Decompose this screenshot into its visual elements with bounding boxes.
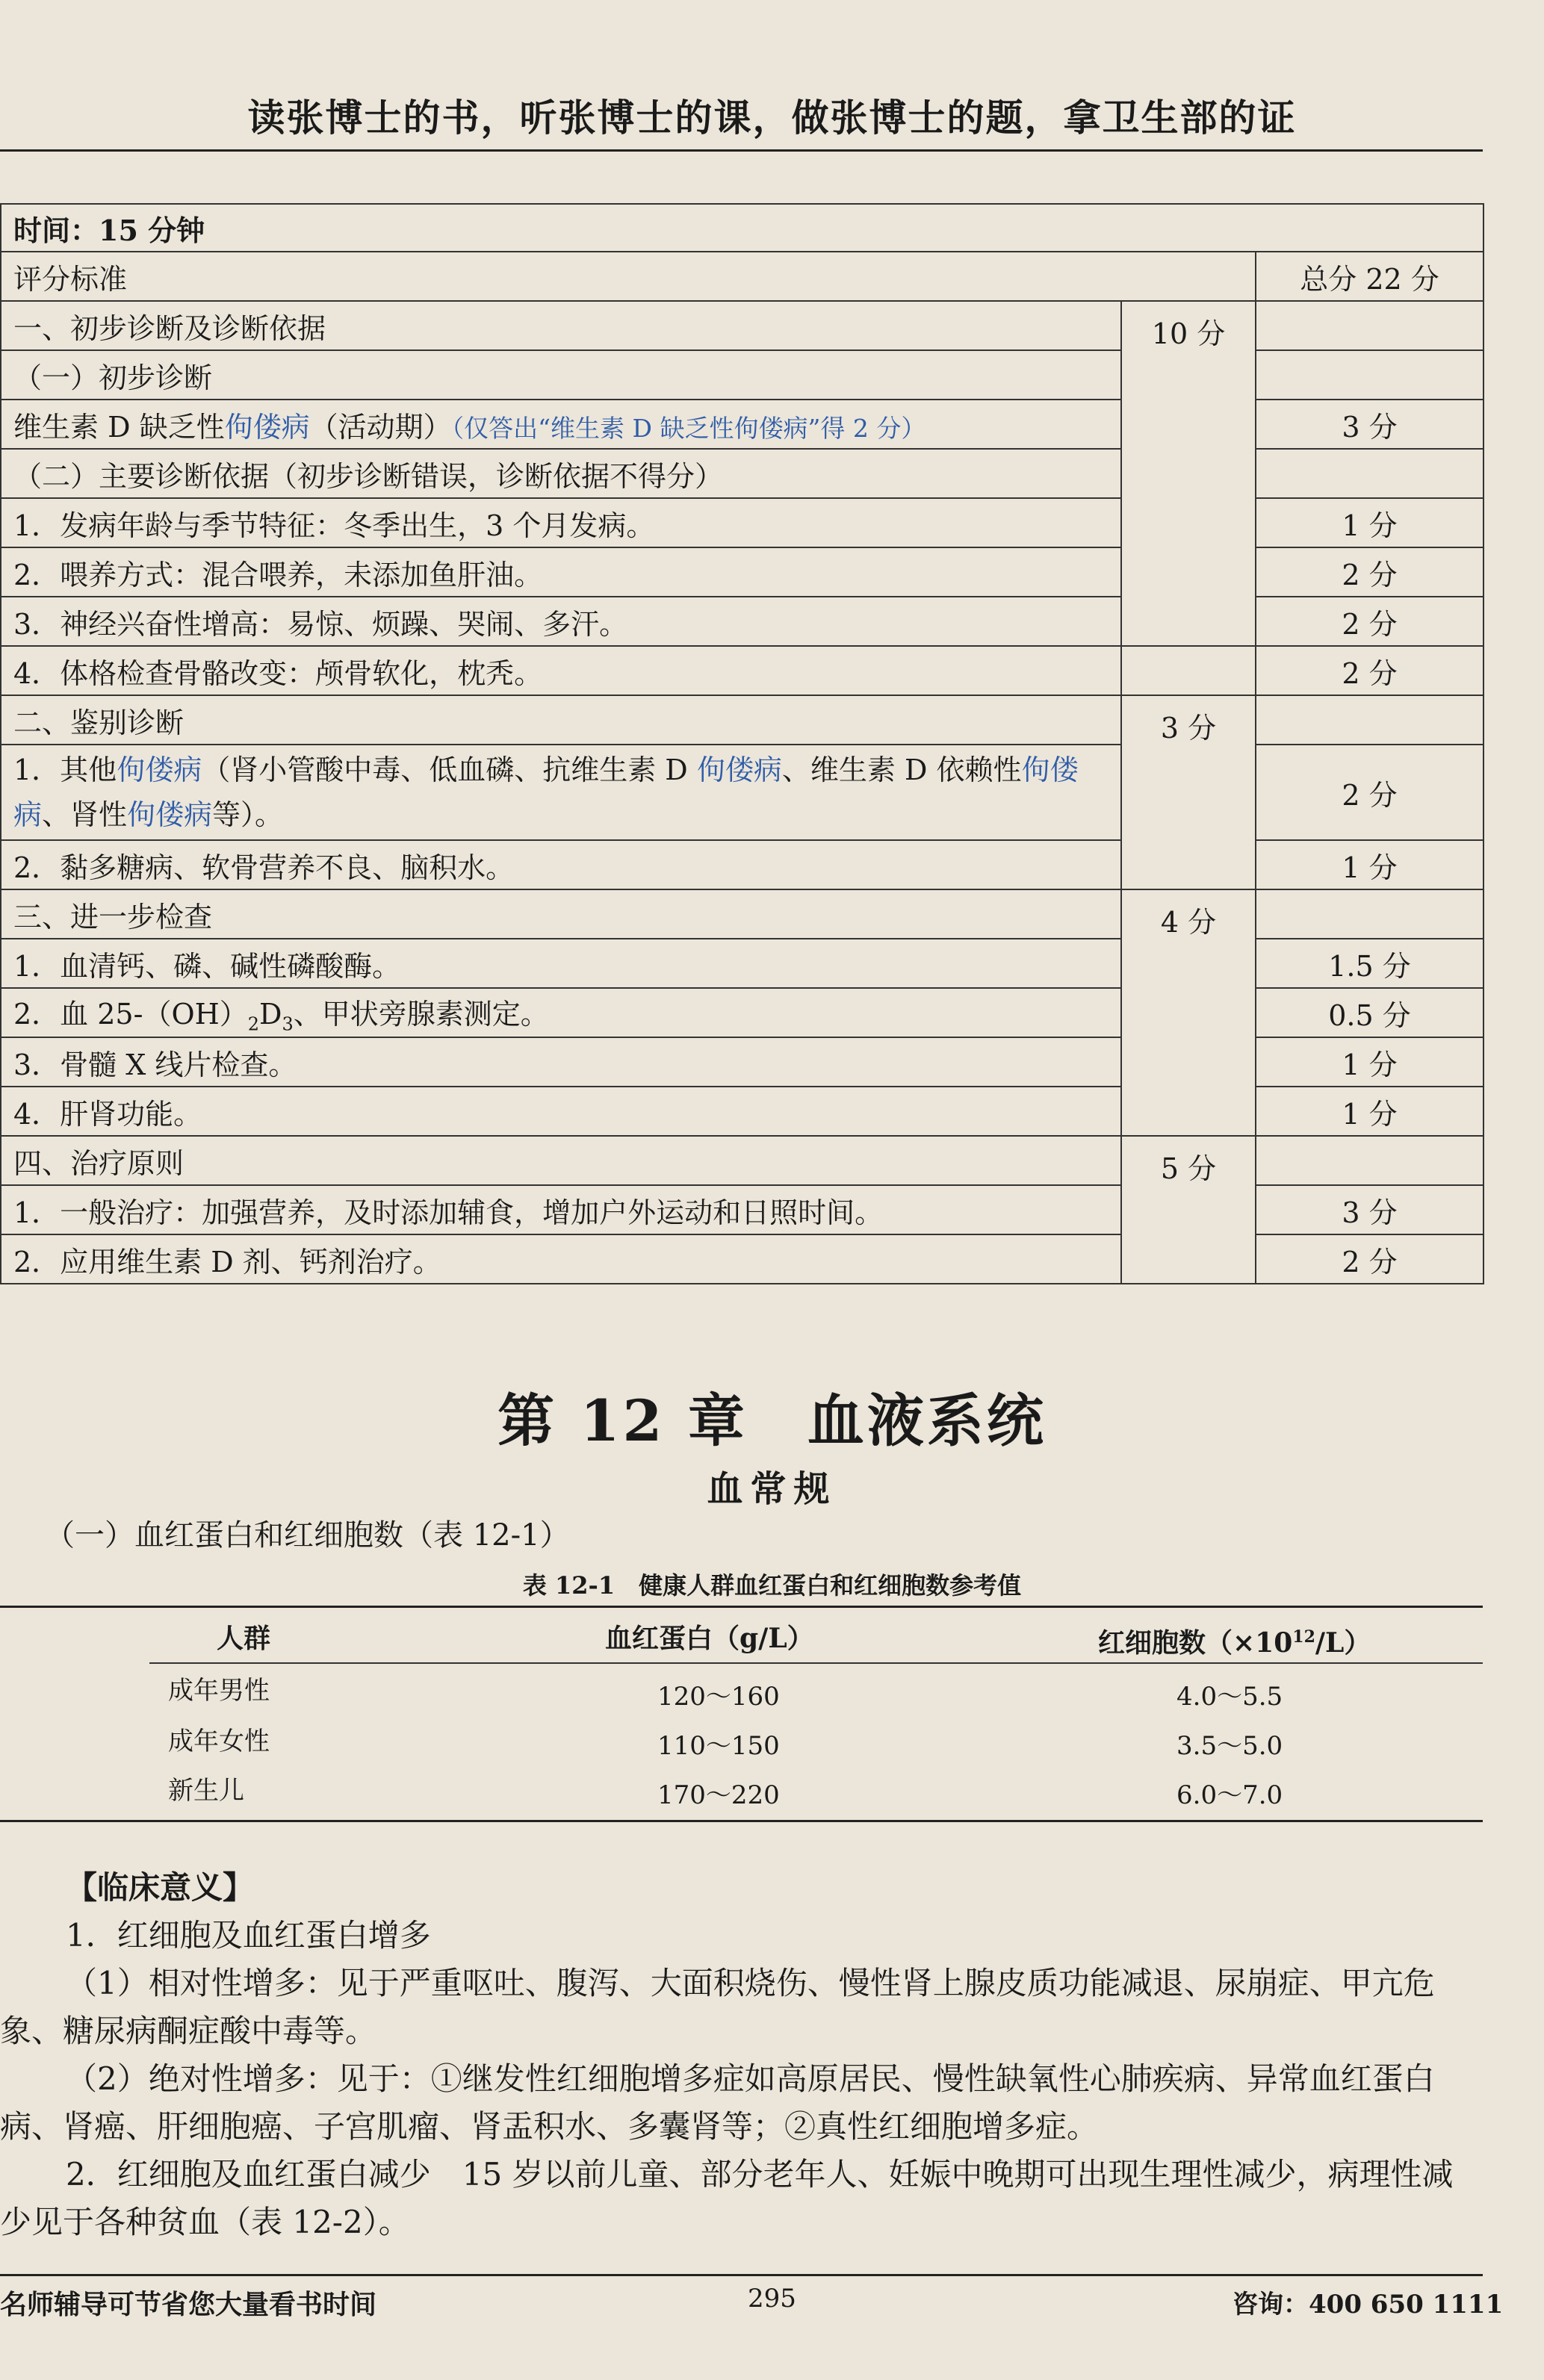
row-text: 维生素 D 缺乏性佝偻病（活动期）（仅答出“维生素 D 缺乏性佝偻病”得 2 分） xyxy=(1,400,1121,449)
row-text: 1．其他佝偻病（肾小管酸中毒、低血磷、抗维生素 D 佝偻病、维生素 D 依赖性佝偻病、肾性佝偻病等）。 xyxy=(1,745,1121,840)
ref-header-rbc: 红细胞数$(\times 10^{12}/L)$ xyxy=(1098,1627,1371,1659)
footer-rule xyxy=(0,2274,1483,2276)
clinical-paragraph: 1．红细胞及血红蛋白增多 xyxy=(66,1917,431,1954)
row-text: 1．发病年龄与季节特征：冬季出生，3 个月发病。 xyxy=(1,498,1121,547)
ref-row-hb: 170～220 xyxy=(657,1780,780,1810)
table-row xyxy=(1,400,1483,449)
row-text: 2．黏多糖病、软骨营养不良、脑积水。 xyxy=(1,840,1121,889)
table-row xyxy=(1,646,1483,695)
ref-row-hb: 120～160 xyxy=(657,1682,780,1712)
row-score: 1.5 分 xyxy=(1256,939,1483,988)
ref-header-hb: 血红蛋白（g/L） xyxy=(605,1623,814,1654)
total-score: 总分 22 分 xyxy=(1256,252,1483,301)
row-score: 1 分 xyxy=(1256,1087,1483,1136)
clinical-paragraph: 2．红细胞及血红蛋白减少 15 岁以前儿童、部分老年人、妊娠中晚期可出现生理性减少，病理性减少见于各种贫血（表 12-2）。 xyxy=(0,2156,1454,2240)
footer-contact: 咨询：400 650 1111 xyxy=(1233,2290,1504,2320)
scoring-table xyxy=(0,203,1484,1284)
row-score: 2 分 xyxy=(1256,547,1483,597)
row-text: 4．肝肾功能。 xyxy=(1,1087,1121,1136)
clinical-heading: 【临床意义】 xyxy=(66,1869,255,1906)
group-score: 4 分 xyxy=(1121,889,1256,1136)
ref-row-rbc: 6.0～7.0 xyxy=(1176,1780,1283,1810)
chapter-title: 第 12 章 血液系统 xyxy=(497,1388,1047,1454)
group-score: 3 分 xyxy=(1121,695,1256,889)
subsection-title: （一）血红蛋白和红细胞数（表 12-1） xyxy=(45,1518,570,1553)
page-number: 295 xyxy=(748,2284,796,2314)
row-score: 3 分 xyxy=(1256,1185,1483,1234)
table-row xyxy=(1,1234,1483,1284)
row-text: 2．喂养方式：混合喂养，未添加鱼肝油。 xyxy=(1,547,1121,597)
table-row xyxy=(1,745,1483,840)
ref-table-mid-rule xyxy=(149,1662,1483,1664)
ref-header-group: 人群 xyxy=(217,1623,271,1654)
header-rule xyxy=(0,149,1483,152)
row-text: 一、初步诊断及诊断依据 xyxy=(1,301,1121,350)
row-text: （二）主要诊断依据（初步诊断错误，诊断依据不得分） xyxy=(1,449,1121,498)
table-row xyxy=(1,547,1483,597)
ref-row-rbc: 4.0～5.5 xyxy=(1176,1682,1283,1712)
ref-row-group: 成年女性 xyxy=(168,1727,270,1756)
scoring-note: （仅答出“维生素 D 缺乏性佝偻病”得 2 分） xyxy=(451,413,926,443)
row-score: 2 分 xyxy=(1256,745,1483,840)
row-text: 3．神经兴奋性增高：易惊、烦躁、哭闹、多汗。 xyxy=(1,597,1121,646)
row-text: 二、鉴别诊断 xyxy=(1,695,1121,745)
table-row xyxy=(1,889,1483,939)
footer-slogan: 名师辅导可节省您大量看书时间 xyxy=(0,2289,377,2320)
row-text: 1．一般治疗：加强营养，及时添加辅食，增加户外运动和日照时间。 xyxy=(1,1185,1121,1234)
table-row xyxy=(1,1136,1483,1185)
table-row xyxy=(1,350,1483,400)
table-row xyxy=(1,204,1483,252)
row-text: 3．骨髓 X 线片检查。 xyxy=(1,1037,1121,1087)
ref-row-hb: 110～150 xyxy=(657,1731,780,1761)
table-row xyxy=(1,1087,1483,1136)
table-row xyxy=(1,301,1483,350)
table-row xyxy=(1,597,1483,646)
table-row xyxy=(1,252,1483,301)
criteria-label: 评分标准 xyxy=(1,252,1256,301)
row-score: 2 分 xyxy=(1256,597,1483,646)
group-score: 5 分 xyxy=(1121,1136,1256,1284)
row-score: 1 分 xyxy=(1256,498,1483,547)
row-text: 2．应用维生素 D 剂、钙剂治疗。 xyxy=(1,1234,1121,1284)
ref-row-group: 新生儿 xyxy=(168,1776,244,1806)
clinical-paragraph: （1）相对性增多：见于严重呕吐、腹泻、大面积烧伤、慢性肾上腺皮质功能减退、尿崩症、甲亢危象、糖尿病酮症酸中毒等。 xyxy=(0,1965,1435,2049)
group-score: 10 分 xyxy=(1121,301,1256,646)
header-slogan: 读张博士的书，听张博士的课，做张博士的题，拿卫生部的证 xyxy=(247,96,1297,140)
time-label: 时间：15 分钟 xyxy=(1,204,1483,252)
row-text: 4．体格检查骨骼改变：颅骨软化，枕秃。 xyxy=(1,646,1121,695)
table-row xyxy=(1,1037,1483,1087)
ref-table-top-rule xyxy=(0,1606,1483,1608)
ref-table-caption: 表 12-1 健康人群血红蛋白和红细胞数参考值 xyxy=(522,1571,1022,1600)
section-title: 血常规 xyxy=(707,1468,837,1510)
row-score: 1 分 xyxy=(1256,840,1483,889)
ref-row-group: 成年男性 xyxy=(168,1676,270,1706)
table-row xyxy=(1,840,1483,889)
row-score: 2 分 xyxy=(1256,1234,1483,1284)
table-row xyxy=(1,1185,1483,1234)
table-row xyxy=(1,988,1483,1037)
row-text: 2．血 $25-(OH)_2D_3$、甲状旁腺素测定。 xyxy=(1,988,1121,1037)
ref-row-rbc: 3.5～5.0 xyxy=(1176,1731,1283,1761)
row-text: 1．血清钙、磷、碱性磷酸酶。 xyxy=(1,939,1121,988)
table-row xyxy=(1,939,1483,988)
table-row xyxy=(1,695,1483,745)
row-text: 四、治疗原则 xyxy=(1,1136,1121,1185)
row-score: 0.5 分 xyxy=(1256,988,1483,1037)
table-row xyxy=(1,498,1483,547)
row-score: 2 分 xyxy=(1256,646,1483,695)
row-score: 1 分 xyxy=(1256,1037,1483,1087)
ref-table-bottom-rule xyxy=(0,1820,1483,1822)
row-text: 三、进一步检查 xyxy=(1,889,1121,939)
row-score: 3 分 xyxy=(1256,400,1483,449)
table-row xyxy=(1,449,1483,498)
clinical-paragraph: （2）绝对性增多：见于：①继发性红细胞增多症如高原居民、慢性缺氧性心肺疾病、异常血红蛋白病、肾癌、肝细胞癌、子宫肌瘤、肾盂积水、多囊肾等；②真性红细胞增多症。 xyxy=(0,2060,1435,2145)
row-text: （一）初步诊断 xyxy=(1,350,1121,400)
